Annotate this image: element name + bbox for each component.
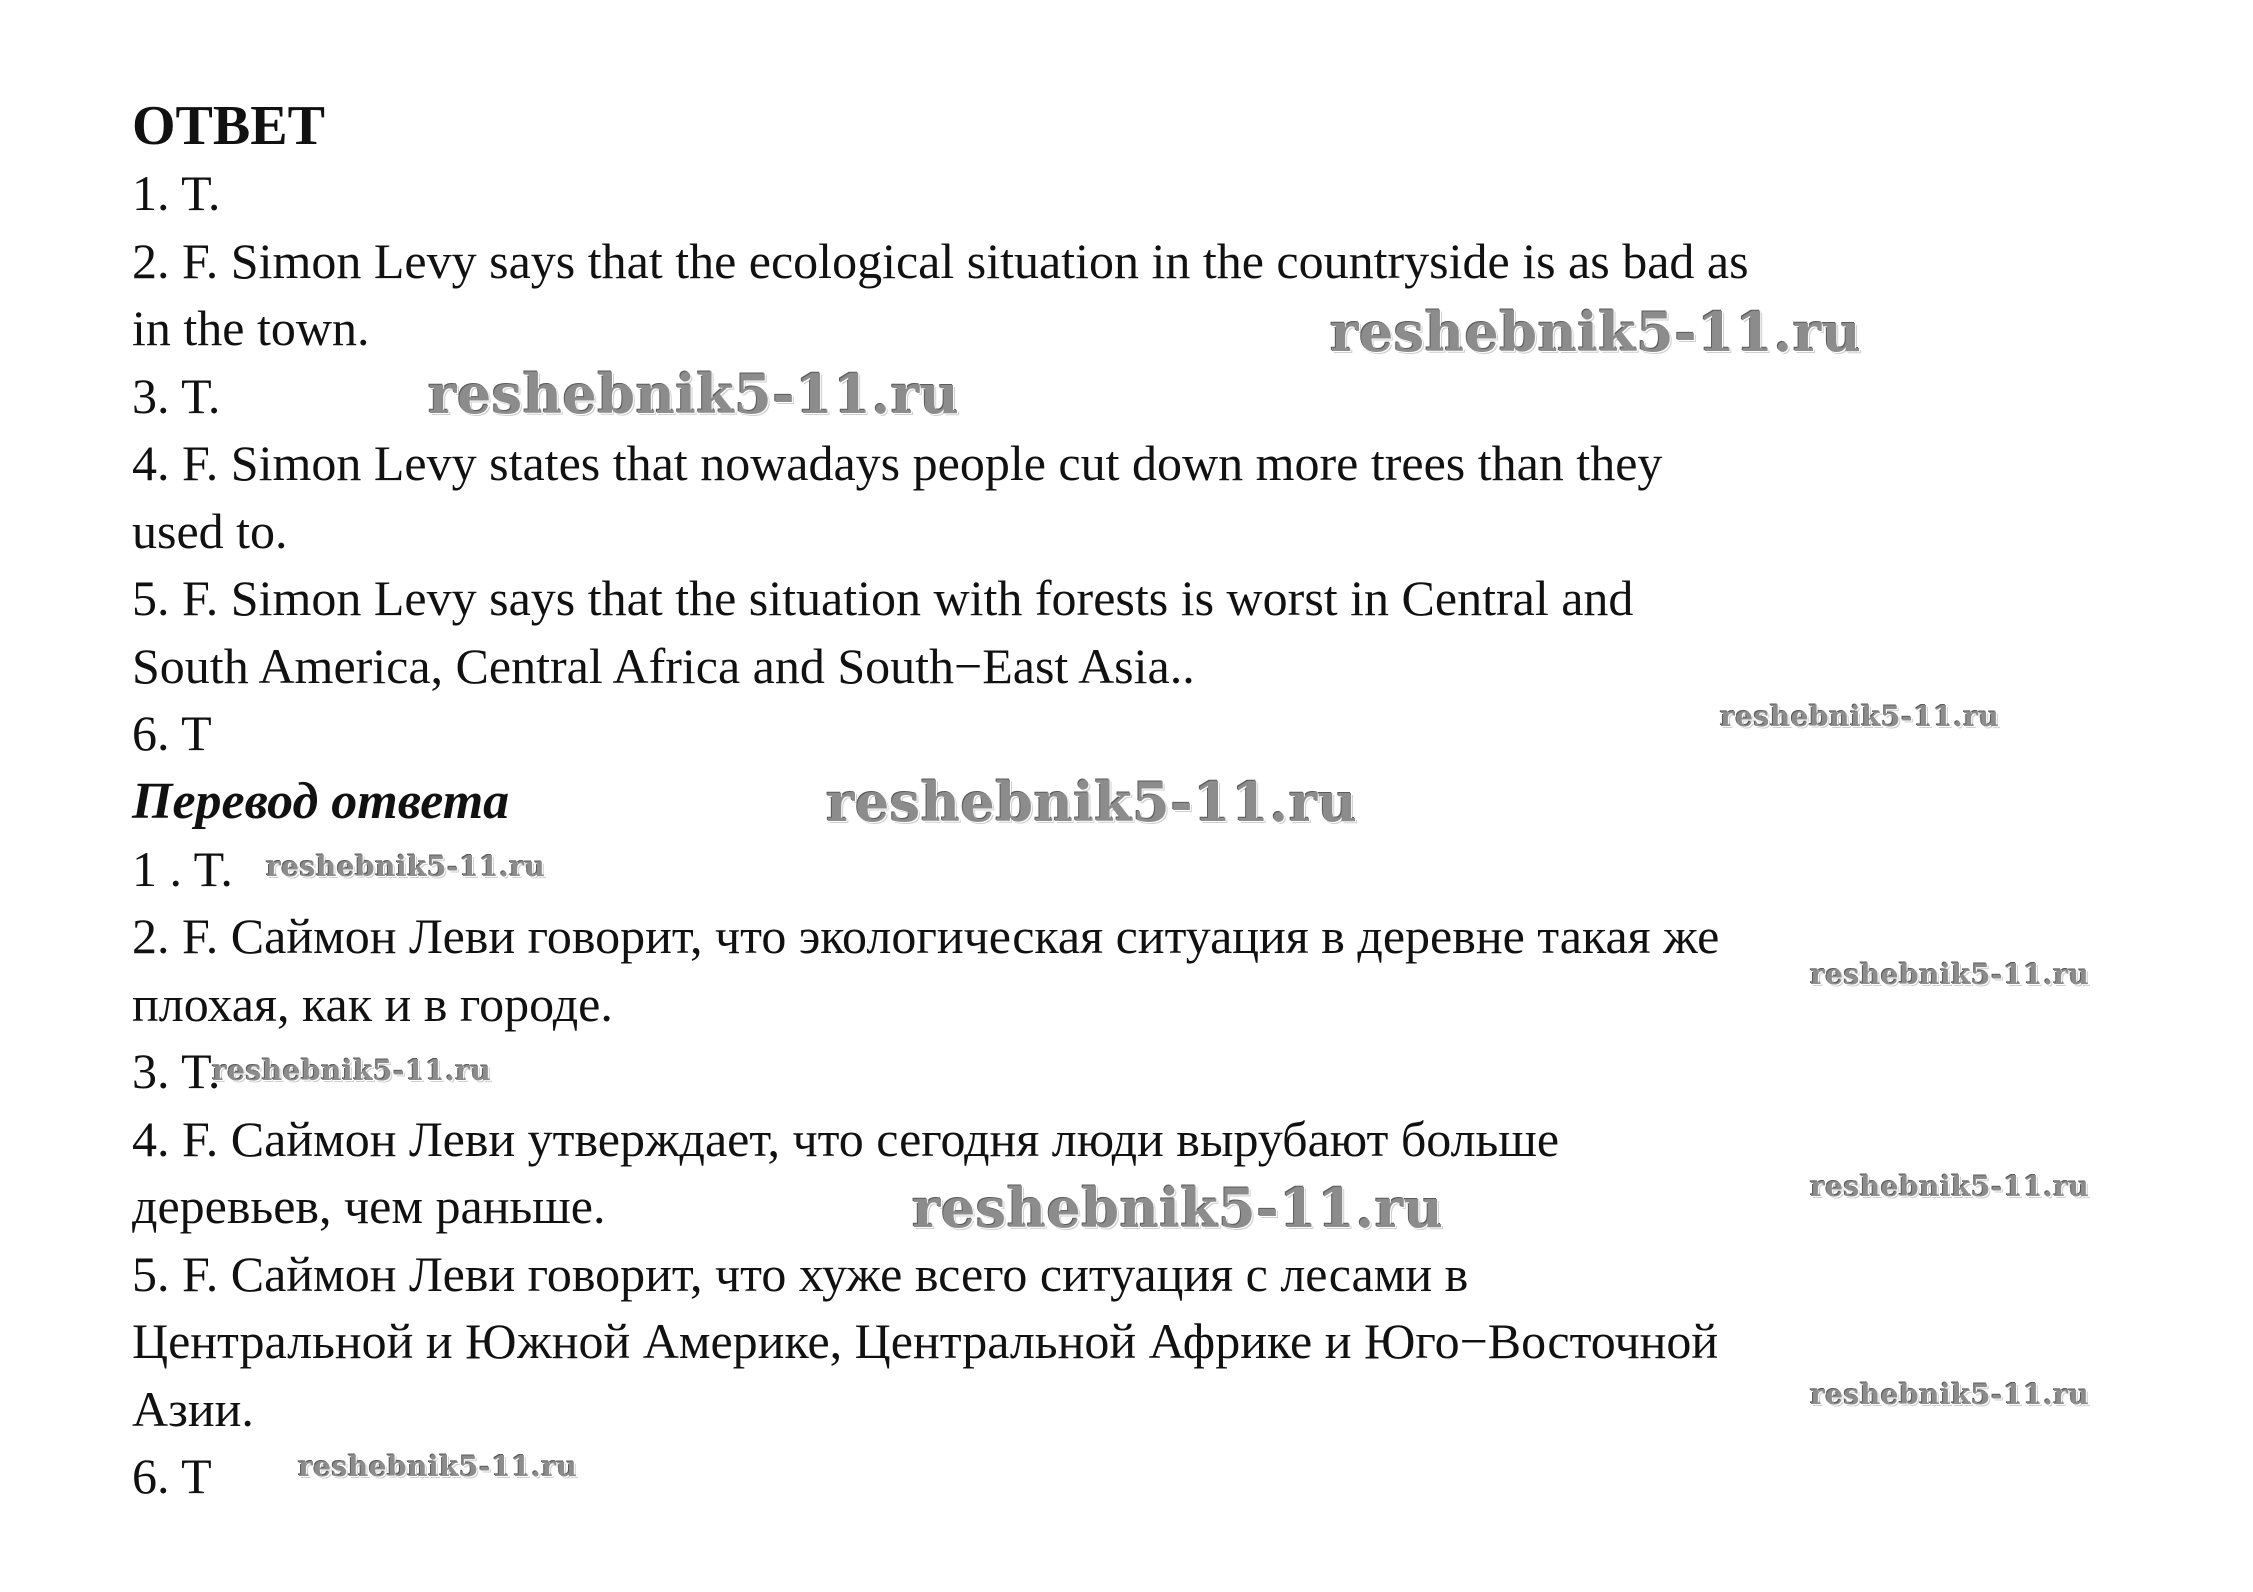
answer-line-3: 3. T. (132, 367, 221, 424)
answer-line-2: 2. F. Simon Levy says that the ecological situation in the countryside is as bad as (132, 232, 1749, 289)
translation-heading: Перевод ответа (132, 772, 510, 830)
watermark: reshebnik5-11.ru (266, 850, 546, 883)
translation-line-5-continued: Центральной и Южной Америке, Центральной Африке и Юго−Восточной (132, 1313, 1719, 1369)
watermark: reshebnik5-11.ru (826, 770, 1358, 834)
translation-line-4: 4. F. Саймон Леви утверждает, что сегодня люди вырубают больше (132, 1110, 1560, 1167)
translation-line-5-end: Азии. (132, 1380, 254, 1437)
answer-line-4: 4. F. Simon Levy states that nowadays people cut down more trees than they (132, 435, 1663, 491)
translation-line-2: 2. F. Саймон Леви говорит, что экологическая ситуация в деревне такая же (132, 908, 1720, 964)
answer-line-5-continued: South America, Central Africa and South−East Asia.. (132, 637, 1195, 694)
translation-line-6: 6. T (132, 1448, 212, 1504)
watermark: reshebnik5-11.ru (428, 362, 960, 426)
answer-line-6: 6. T (132, 705, 212, 761)
translation-line-1: 1 . T. (132, 840, 233, 897)
answer-line-5: 5. F. Simon Levy says that the situation with forests is worst in Central and (132, 570, 1634, 626)
watermark: reshebnik5-11.ru (912, 1176, 1444, 1240)
answer-line-1: 1. T. (132, 165, 221, 221)
watermark: reshebnik5-11.ru (1810, 1170, 2090, 1203)
answer-line-2-continued: in the town. (132, 300, 370, 356)
translation-line-4-continued: деревьев, чем раньше. (132, 1178, 606, 1234)
watermark: reshebnik5-11.ru (212, 1054, 492, 1087)
translation-line-3: 3. T. (132, 1043, 221, 1099)
answer-line-4-continued: used to. (132, 502, 288, 559)
watermark: reshebnik5-11.ru (1810, 1378, 2090, 1411)
watermark: reshebnik5-11.ru (1330, 300, 1862, 364)
watermark: reshebnik5-11.ru (1810, 958, 2090, 991)
answer-heading: ОТВЕТ (132, 95, 325, 157)
watermark: reshebnik5-11.ru (298, 1450, 578, 1483)
translation-line-2-continued: плохая, как и в городе. (132, 975, 613, 1032)
watermark: reshebnik5-11.ru (1720, 700, 2000, 733)
translation-line-5: 5. F. Саймон Леви говорит, что хуже всего ситуация с лесами в (132, 1245, 1469, 1302)
